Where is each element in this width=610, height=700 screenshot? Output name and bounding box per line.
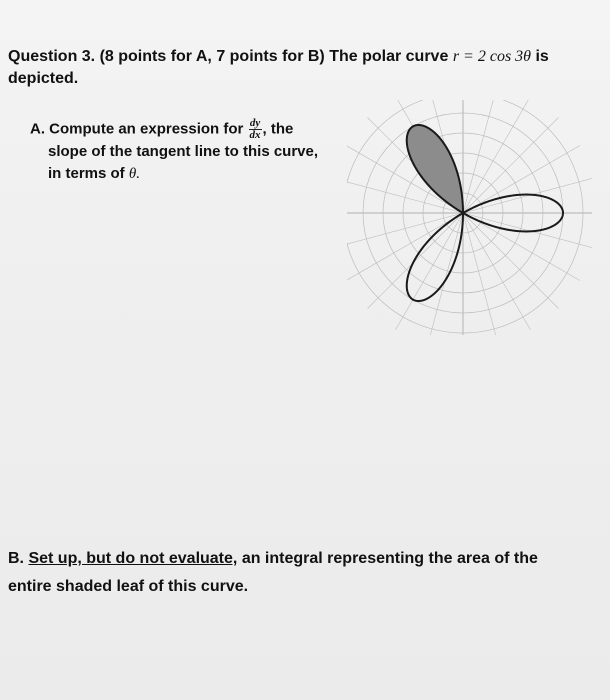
part-b-line2: entire shaded leaf of this curve. [8,578,249,595]
question-statement-post: is [535,48,549,65]
fraction-numerator: dy [249,117,261,129]
part-a-line2: slope of the tangent line to this curve, [48,143,319,160]
grid-ray [463,213,498,335]
grid-ray [428,213,463,335]
grid-ray [463,213,559,309]
part-b [8,545,598,601]
part-a-letter: A. [30,120,45,138]
part-b-letter: B. [8,550,24,567]
curve-equation: r = 2 cos 3θ [452,48,532,65]
polar-rose-graph [347,100,592,335]
theta-variable: θ. [128,166,140,182]
part-a [30,118,330,185]
part-a-line3 [30,163,330,185]
part-a-text-pre: Compute an expression for [49,120,244,138]
part-b-rest: an integral representing the area of the [241,550,538,567]
part-a-text-post: , the [262,120,294,138]
dy-dx-fraction [249,118,262,141]
question-label: Question 3. [8,48,96,65]
part-b-underlined: Set up, but do not evaluate, [28,550,238,567]
question-line2: depicted. [8,70,79,87]
part-a-line3-pre: in terms of [48,165,125,182]
grid-ray [463,118,559,214]
question-header [8,46,588,90]
fraction-denominator: dx [249,129,261,141]
question-points: (8 points for A, 7 points for B) [99,48,325,65]
question-statement-pre: The polar curve [329,48,449,65]
